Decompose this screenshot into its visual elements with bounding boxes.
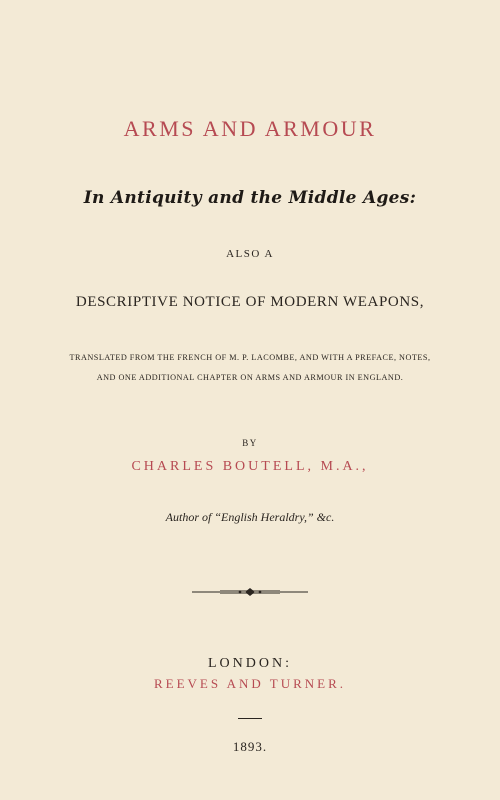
ornament-divider-icon xyxy=(190,586,310,598)
short-rule xyxy=(238,718,262,719)
publisher-name: REEVES AND TURNER. xyxy=(153,676,347,691)
translation-note-line-2: AND ONE ADDITIONAL CHAPTER ON ARMS AND ARMOUR IN ENGLAND. xyxy=(96,373,404,382)
publication-place: LONDON: xyxy=(208,656,292,671)
by-line: BY xyxy=(242,438,258,448)
book-subtitle: In Antiquity and the Middle Ages: xyxy=(83,188,417,208)
author-name: CHARLES BOUTELL, M.A., xyxy=(131,459,369,474)
descriptive-line: DESCRIPTIVE NOTICE OF MODERN WEAPONS, xyxy=(75,294,425,310)
publication-year: 1893. xyxy=(232,739,268,754)
author-credit: Author of “English Heraldry,” &c. xyxy=(165,510,335,524)
book-title: ARMS AND ARMOUR xyxy=(123,116,377,141)
translation-note-line-1: TRANSLATED FROM THE FRENCH OF M. P. LACOMBE, AND WITH A PREFACE, NOTES, xyxy=(69,353,431,362)
also-line: ALSO A xyxy=(226,248,274,260)
